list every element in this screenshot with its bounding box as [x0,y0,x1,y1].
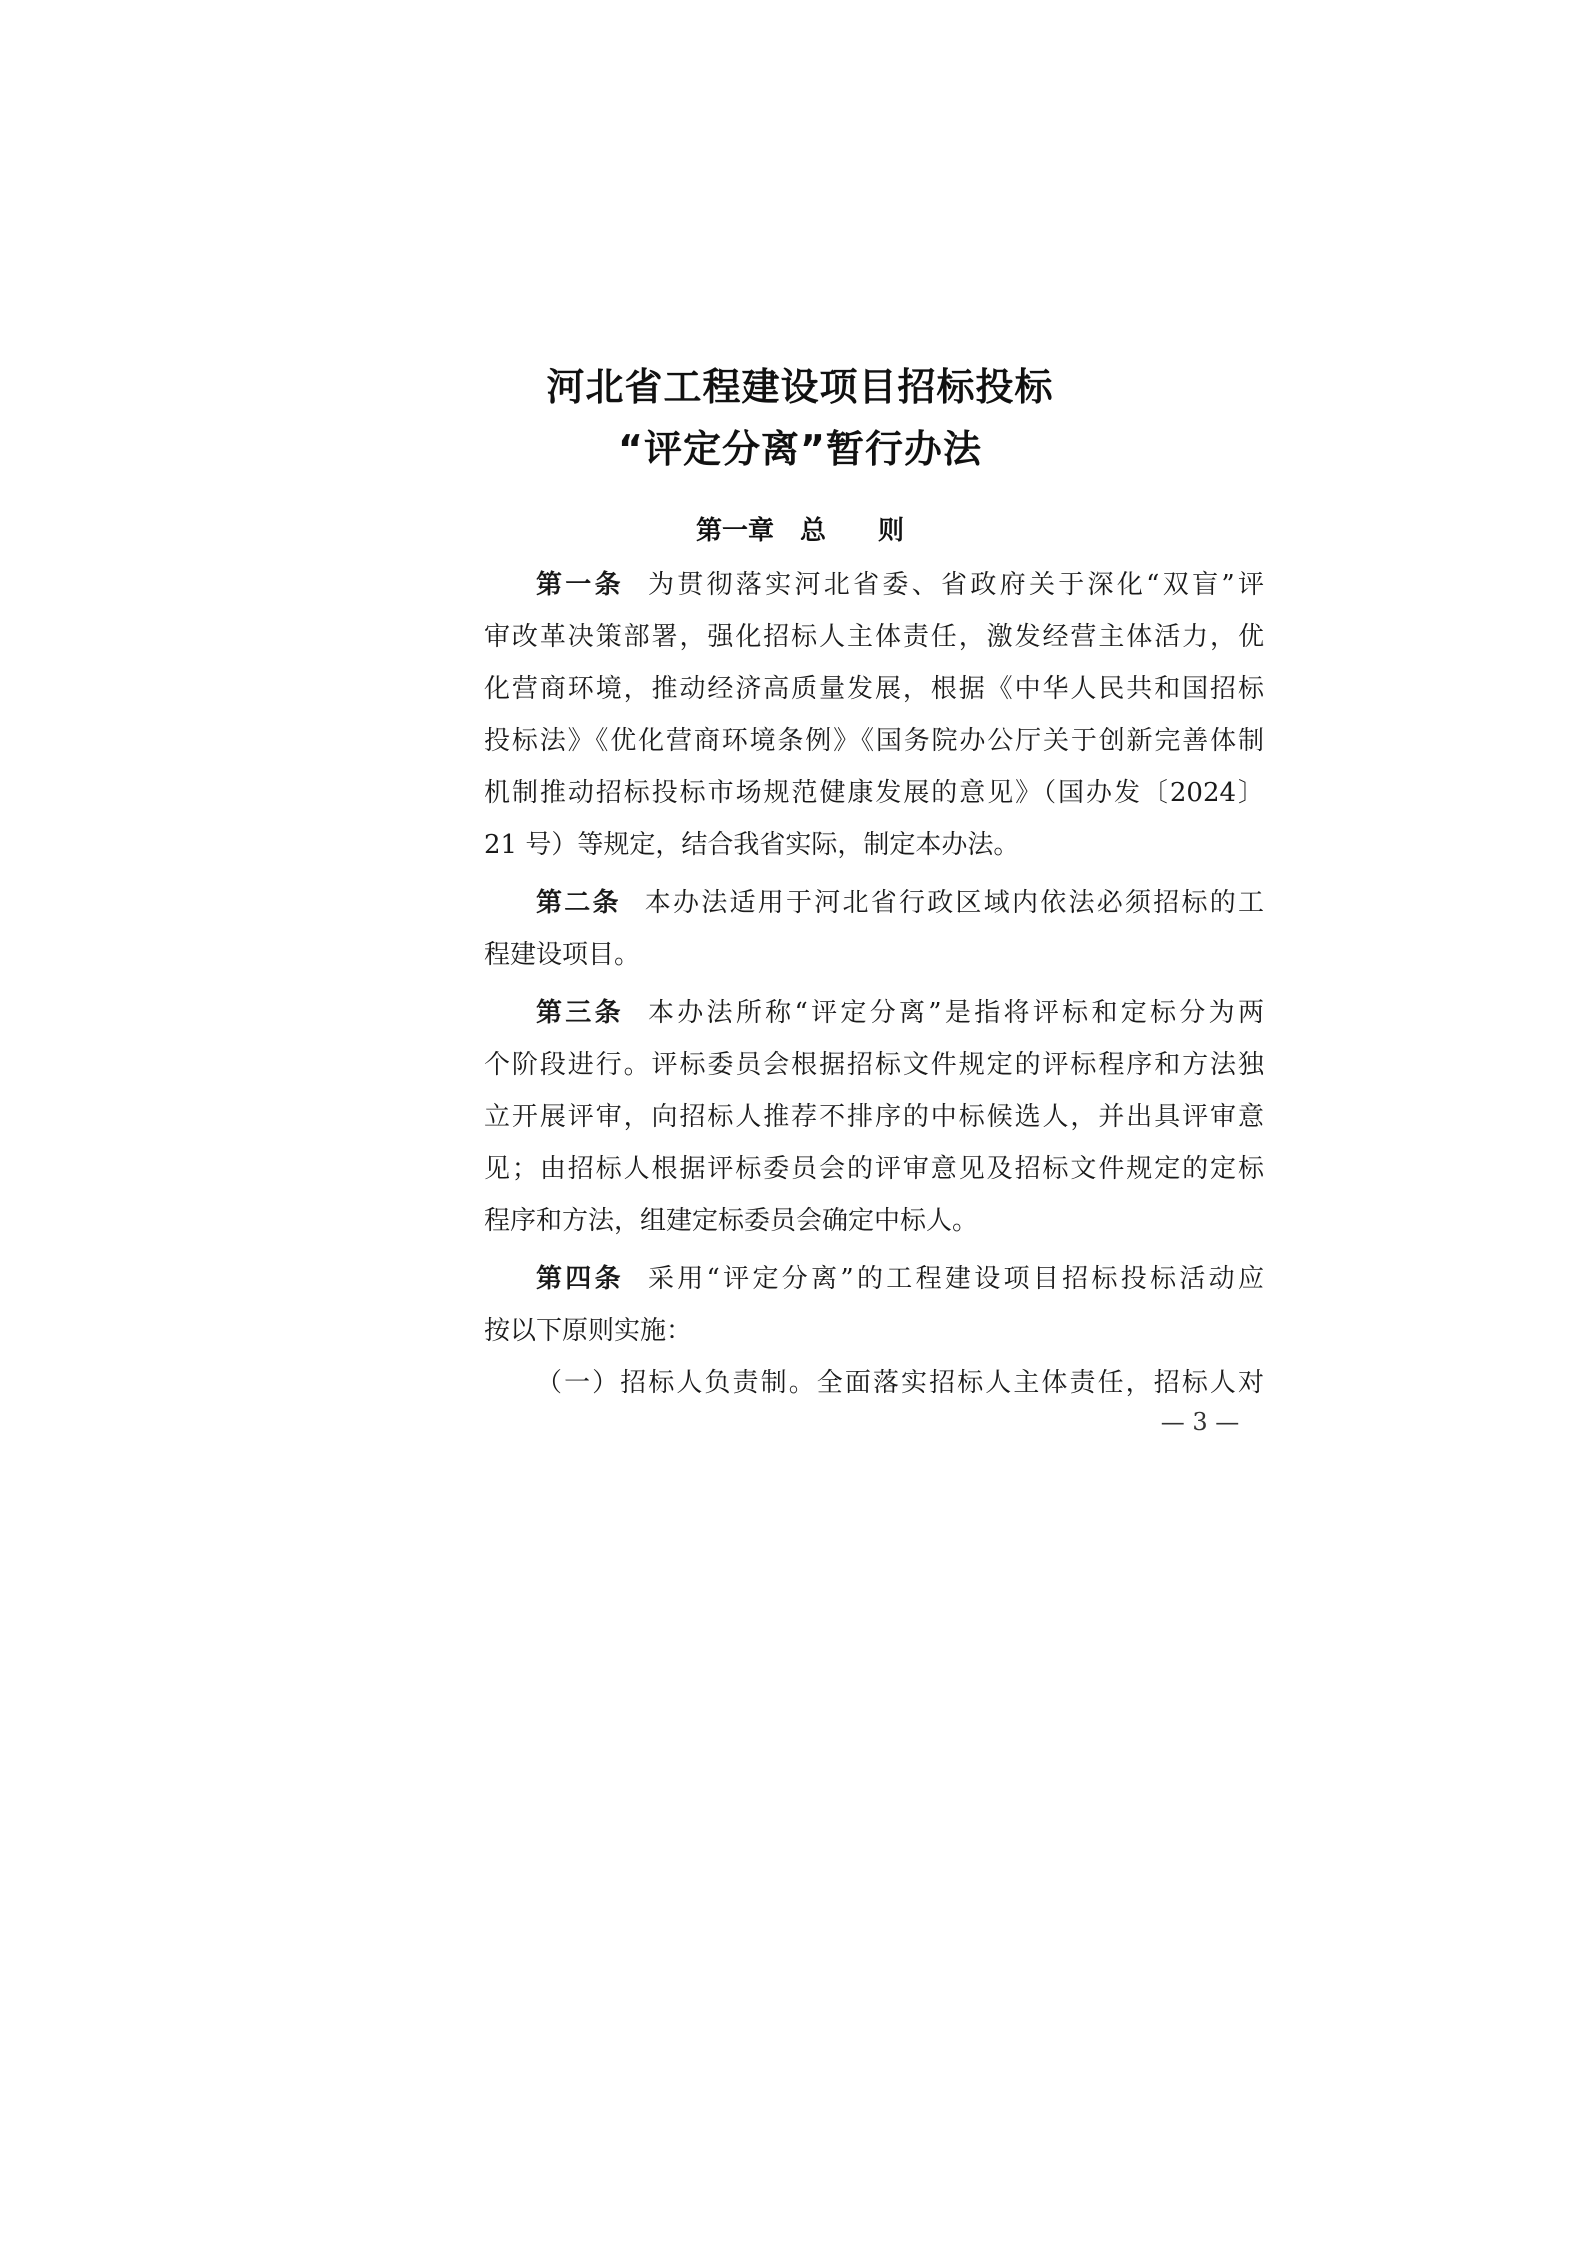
article-1-line-5: 机制推动招标投标市场规范健康发展的意见》（国办发〔2024〕 [484,778,1264,808]
article-1-line-6: 21 号）等规定，结合我省实际，制定本办法。 [484,830,1020,860]
article-1-line-4: 投标法》《优化营商环境条例》《国务院办公厅关于创新完善体制 [484,726,1264,756]
article-4-line-1: 第四条 采用“评定分离”的工程建设项目招标投标活动应 [536,1264,1264,1294]
article-4-number: 第四条 [536,1264,624,1294]
document-title-line-1: 河北省工程建设项目招标投标 [546,365,1054,409]
article-4-line-2: 按以下原则实施： [484,1316,693,1346]
article-2-number: 第二条 [536,888,621,918]
article-1-line-2: 审改革决策部署，强化招标人主体责任，激发经营主体活力，优 [484,622,1264,652]
article-3-line-3: 立开展评审，向招标人推荐不排序的中标候选人，并出具评审意 [484,1102,1264,1132]
article-1-line-3: 化营商环境，推动经济高质量发展，根据《中华人民共和国招标 [484,674,1264,704]
article-3-number: 第三条 [536,998,624,1028]
article-2-line-1: 第二条 本办法适用于河北省行政区域内依法必须招标的工 [536,888,1264,918]
article-3-line-5: 程序和方法，组建定标委员会确定中标人。 [484,1206,979,1236]
article-3-line-1: 第三条 本办法所称“评定分离”是指将评标和定标分为两 [536,998,1264,1028]
article-2-line-2: 程建设项目。 [484,940,641,970]
article-1-line-1: 第一条 为贯彻落实河北省委、省政府关于深化“双盲”评 [536,570,1264,600]
item-1-line-1: （一）招标人负责制。全面落实招标人主体责任，招标人对 [536,1368,1264,1398]
page-number: — 3 — [1160,1408,1240,1436]
article-3-line-2: 个阶段进行。评标委员会根据招标文件规定的评标程序和方法独 [484,1050,1264,1080]
article-3-line-4: 见；由招标人根据评标委员会的评审意见及招标文件规定的定标 [484,1154,1264,1184]
document-title-line-2: “评定分离”暂行办法 [618,427,982,471]
article-1-number: 第一条 [536,570,624,600]
chapter-heading: 第一章 总 则 [695,516,904,546]
